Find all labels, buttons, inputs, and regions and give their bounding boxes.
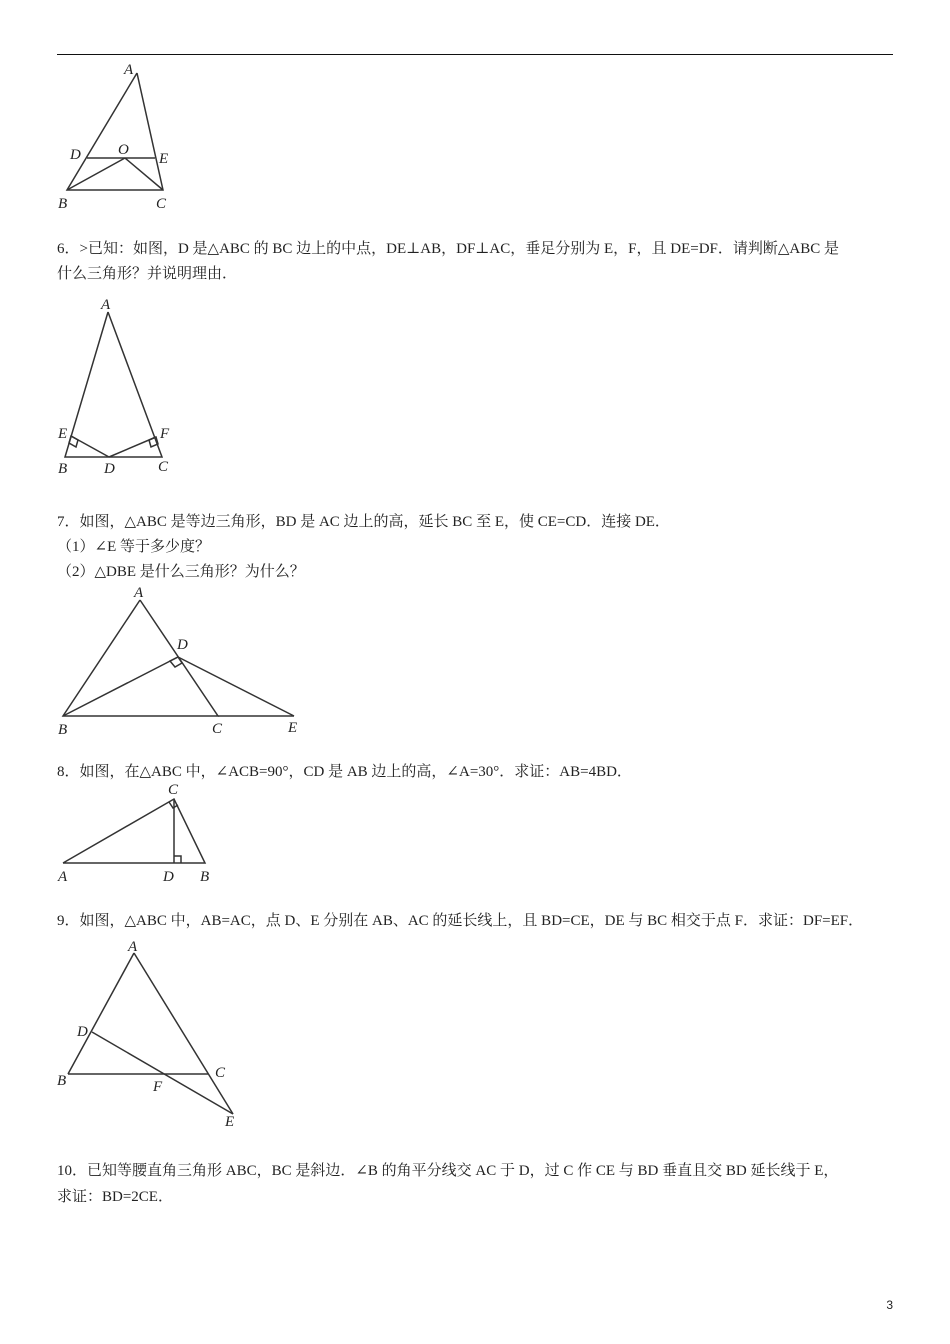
triangle-abc <box>67 73 163 190</box>
question-9-line-1: 9．如图，△ABC 中，AB=AC，点 D、E 分别在 AB、AC 的延长线上，且 BD=CE，DE 与 BC 相交于点 F．求证：DF=EF． <box>57 913 864 929</box>
label-e: E <box>288 720 298 736</box>
segment-bd <box>63 657 178 716</box>
figure-q9 <box>50 933 255 1133</box>
page-number: 3 <box>886 1298 893 1312</box>
label-o: O <box>118 142 129 158</box>
label-c: C <box>215 1065 226 1081</box>
triangle-abc <box>63 799 205 863</box>
label-a: A <box>134 585 144 601</box>
question-10-line-1: 10．已知等腰直角三角形 ABC，BC 是斜边．∠B 的角平分线交 AC 于 D，过 C 作 CE 与 BD 垂直且交 BD 延长线于 E， <box>57 1163 839 1179</box>
figure-q7 <box>50 583 320 738</box>
question-10-line-2: 求证：BD=2CE． <box>57 1189 173 1205</box>
label-d: D <box>104 461 115 477</box>
question-7-line-1: 7．如图，△ABC 是等边三角形，BD 是 AC 边上的高，延长 BC 至 E，使 CE=CD．连接 DE． <box>57 514 670 530</box>
figure-q6 <box>50 295 200 480</box>
label-a: A <box>58 869 68 885</box>
label-d: D <box>177 637 188 653</box>
label-d: D <box>77 1024 88 1040</box>
label-b: B <box>57 1073 67 1089</box>
right-angle-mark-d <box>174 856 181 863</box>
label-d: D <box>163 869 174 885</box>
label-b: B <box>200 869 210 885</box>
label-a: A <box>101 297 111 313</box>
right-angle-mark-f <box>149 437 158 447</box>
label-e: E <box>58 426 68 442</box>
label-e: E <box>159 151 169 167</box>
question-6-line-1: 6．>已知：如图，D 是△ABC 的 BC 边上的中点，DE⊥AB，DF⊥AC，垂足分别为 E，F，且 DE=DF．请判断△ABC 是 <box>57 241 840 257</box>
segment-de <box>178 657 294 716</box>
segment-ae <box>134 953 233 1114</box>
label-c: C <box>156 196 167 212</box>
question-6-line-2: 什么三角形？并说明理由． <box>57 266 238 282</box>
label-c: C <box>158 459 169 475</box>
label-b: B <box>58 722 68 738</box>
figure-q5 <box>50 60 200 215</box>
segment-ab <box>68 953 134 1074</box>
question-8-line-1: 8．如图，在△ABC 中，∠ACB=90°，CD 是 AB 边上的高，∠A=30°．求证：AB=4BD． <box>57 764 632 780</box>
label-c: C <box>168 782 179 798</box>
label-a: A <box>124 62 134 78</box>
label-a: A <box>128 939 138 955</box>
label-b: B <box>58 461 68 477</box>
label-c: C <box>212 721 223 737</box>
label-d: D <box>70 147 81 163</box>
segment-de <box>92 1032 233 1114</box>
triangle-abc <box>63 600 218 716</box>
question-7-line-3: （2）△DBE 是什么三角形？为什么？ <box>57 564 305 580</box>
question-7-line-2: （1）∠E 等于多少度？ <box>57 539 210 555</box>
figure-q8 <box>50 778 225 888</box>
label-b: B <box>58 196 68 212</box>
label-f: F <box>153 1079 163 1095</box>
label-e: E <box>225 1114 235 1130</box>
label-f: F <box>160 426 170 442</box>
triangle-abc <box>65 312 162 457</box>
header-rule <box>57 54 893 55</box>
